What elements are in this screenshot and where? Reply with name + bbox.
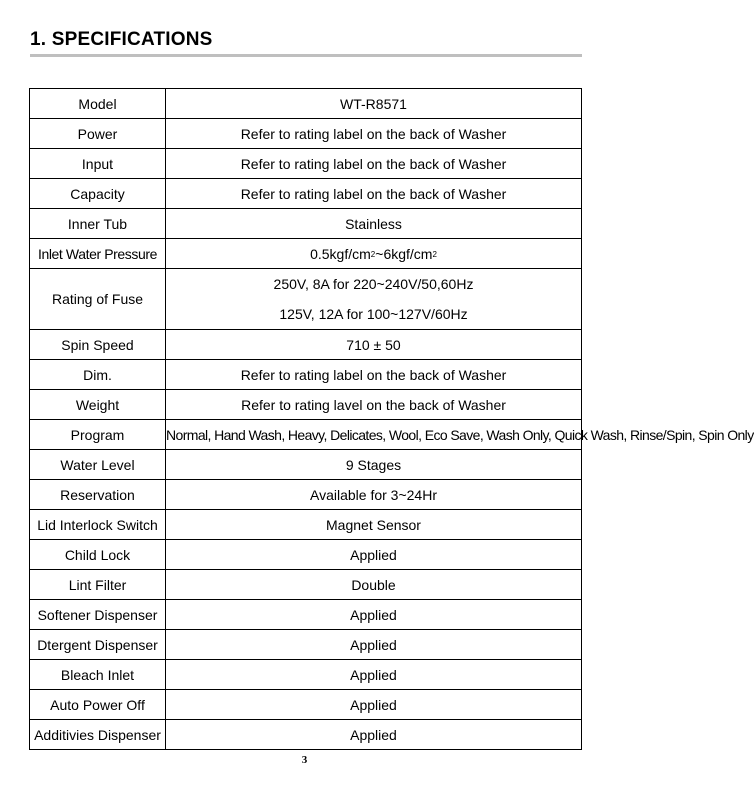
superscript: 2 (370, 249, 376, 259)
spec-label: Dtergent Dispenser (30, 630, 166, 660)
spec-value: Refer to rating label on the back of Washer (166, 119, 582, 149)
spec-table (29, 88, 754, 750)
superscript: 2 (432, 249, 437, 259)
spec-value: Applied (166, 630, 582, 660)
table-row (30, 89, 582, 119)
spec-label: Input (30, 149, 166, 179)
spec-value: Applied (166, 600, 582, 630)
spec-label: Program (30, 420, 166, 450)
table-row (30, 570, 582, 600)
spec-label: Child Lock (30, 540, 166, 570)
table-row (30, 239, 582, 269)
spec-label: Bleach Inlet (30, 660, 166, 690)
table-row (30, 690, 582, 720)
spec-label: Power (30, 119, 166, 149)
spec-value: Applied (166, 720, 582, 750)
spec-label: Capacity (30, 179, 166, 209)
table-row (30, 269, 582, 330)
pressure-max: 6kgf/cm (383, 245, 433, 262)
spec-value: WT-R8571 (166, 89, 582, 119)
pressure-min: 0.5kgf/cm (310, 245, 371, 262)
table-row (30, 330, 582, 360)
spec-label: Reservation (30, 480, 166, 510)
table-row (30, 630, 582, 660)
range-separator: ~ (375, 245, 384, 262)
spec-label: Inner Tub (30, 209, 166, 239)
spec-label: Lint Filter (30, 570, 166, 600)
title-underline (30, 54, 582, 57)
spec-label: Dim. (30, 360, 166, 390)
table-row (30, 119, 582, 149)
spec-label: Rating of Fuse (30, 269, 166, 330)
table-row (30, 360, 582, 390)
table-row (30, 540, 582, 570)
table-row (30, 450, 582, 480)
spec-label: Spin Speed (30, 330, 166, 360)
spec-value-fuse (166, 269, 582, 330)
table-row (30, 420, 582, 450)
spec-value: Stainless (166, 209, 582, 239)
spec-value: Refer to rating label on the back of Washer (166, 179, 582, 209)
page-title: 1. SPECIFICATIONS (30, 29, 213, 50)
spec-label: Water Level (30, 450, 166, 480)
table-row (30, 510, 582, 540)
table-row (30, 600, 582, 630)
table-row (30, 720, 582, 750)
spec-label: Lid Interlock Switch (30, 510, 166, 540)
spec-value: Available for 3~24Hr (166, 480, 582, 510)
table-row (30, 660, 582, 690)
spec-value: Refer to rating lavel on the back of Washer (166, 390, 582, 420)
spec-value-inlet-pressure (166, 239, 582, 269)
spec-value: 710 ± 50 (166, 330, 582, 360)
spec-label: Model (30, 89, 166, 119)
spec-value: Applied (166, 660, 582, 690)
spec-value: 9 Stages (166, 450, 582, 480)
spec-label: Softener Dispenser (30, 600, 166, 630)
fuse-line-1: 250V, 8A for 220~240V/50,60Hz (273, 276, 474, 292)
table-row (30, 480, 582, 510)
spec-label: Weight (30, 390, 166, 420)
spec-value: Magnet Sensor (166, 510, 582, 540)
table-row (30, 390, 582, 420)
spec-value: Refer to rating label on the back of Washer (166, 360, 582, 390)
spec-label: Auto Power Off (30, 690, 166, 720)
table-row (30, 179, 582, 209)
spec-label: Inlet Water Pressure (30, 239, 166, 269)
spec-label: Additivies Dispenser (30, 720, 166, 750)
spec-value: Double (166, 570, 582, 600)
spec-value: Applied (166, 540, 582, 570)
spec-value: Applied (166, 690, 582, 720)
table-row (30, 209, 582, 239)
table-row (30, 149, 582, 179)
spec-value: Normal, Hand Wash, Heavy, Delicates, Wool, Eco Save, Wash Only, Quick Wash, Rinse/Spin, Spin Only (166, 420, 582, 450)
page-number: 3 (301, 754, 308, 766)
spec-value: Refer to rating label on the back of Washer (166, 149, 582, 179)
fuse-line-2: 125V, 12A for 100~127V/60Hz (279, 306, 468, 322)
